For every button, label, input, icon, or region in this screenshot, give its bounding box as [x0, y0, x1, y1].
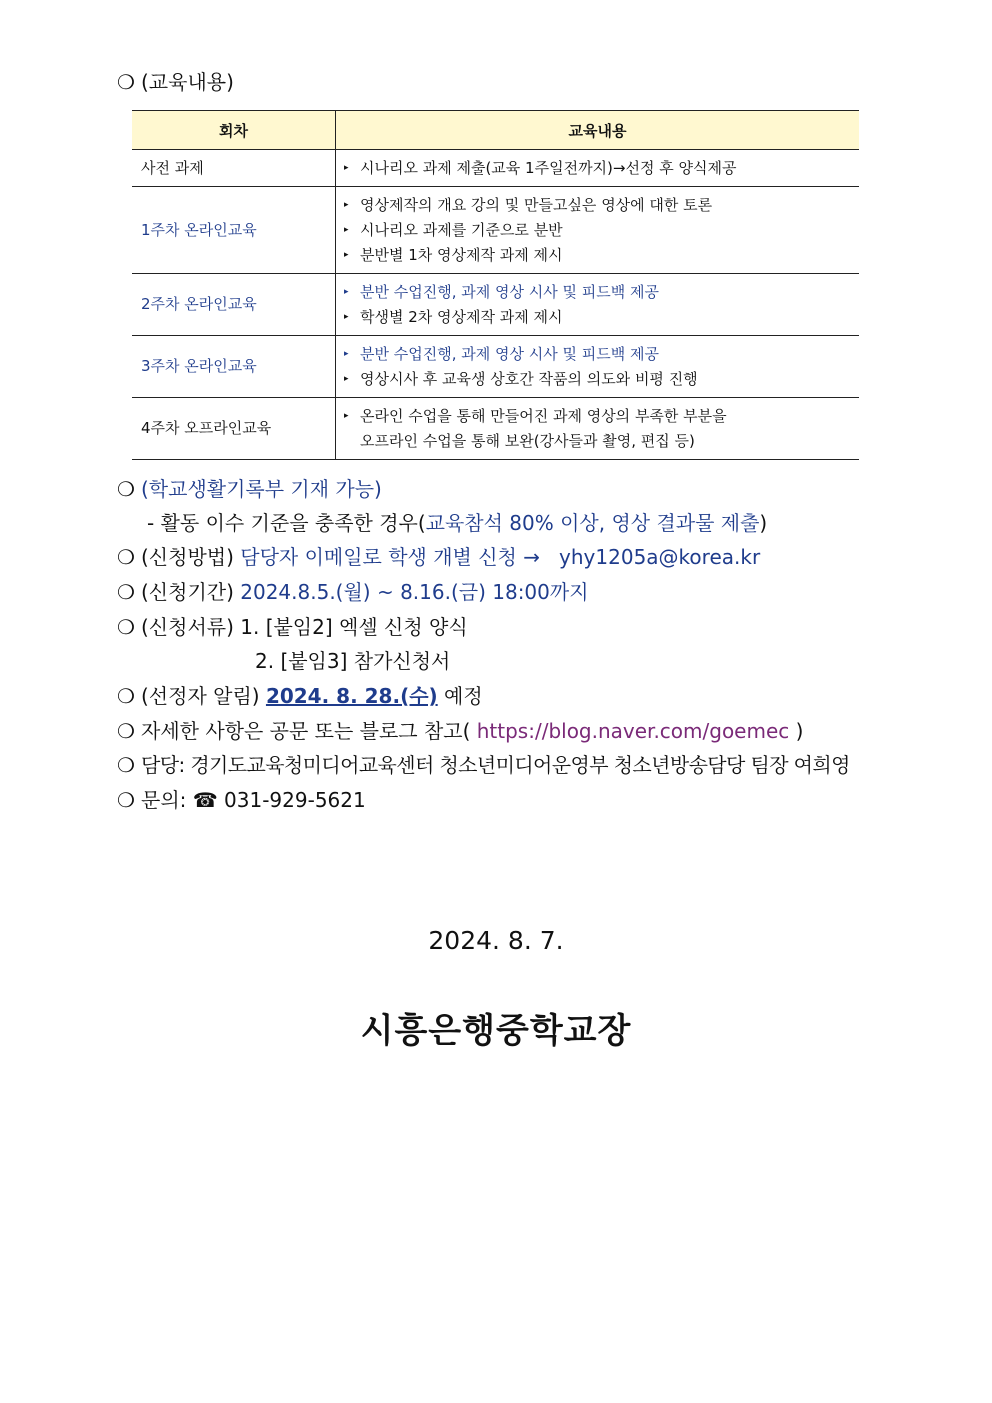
apply-period: ❍ (신청기간) 2024.8.5.(월) ~ 8.16.(금) 18:00까지	[117, 580, 589, 604]
list-item: ▸ 분반별 1차 영상제작 과제 제시	[344, 243, 851, 268]
table-row	[132, 336, 859, 398]
inquiry-line: ❍ 문의: ☎ 031-929-5621	[117, 788, 366, 812]
triangle-bullet-icon: ▸	[344, 224, 349, 235]
triangle-bullet-icon: ▸	[344, 311, 349, 322]
table-header-row	[132, 111, 859, 150]
triangle-bullet-icon: ▸	[344, 373, 349, 384]
list-item: ▸ 영상제작의 개요 강의 및 만들고싶은 영상에 대한 토론	[344, 193, 851, 218]
list-item-continuation: 오프라인 수업을 통해 보완(강사들과 촬영, 편집 등)	[360, 431, 695, 450]
circle-bullet-icon: ❍	[117, 580, 135, 604]
session-cell: 3주차 온라인교육	[132, 336, 336, 398]
list-item: ▸ 학생별 2차 영상제작 과제 제시	[344, 305, 851, 330]
document-date: 2024. 8. 7.	[428, 926, 564, 955]
education-table	[132, 110, 859, 460]
table-row	[132, 274, 859, 336]
apply-docs-item2: 2. [붙임3] 참가신청서	[255, 649, 451, 673]
list-item: ▸ 영상시사 후 교육생 상호간 작품의 의도와 비평 진행	[344, 367, 851, 392]
email-link[interactable]: yhy1205a@korea.kr	[559, 545, 761, 569]
table-row	[132, 398, 859, 460]
header-session: 회차	[132, 111, 336, 150]
apply-method: ❍ (신청방법) 담당자 이메일로 학생 개별 신청 → yhy1205a@korea.kr	[117, 545, 761, 569]
content-cell	[336, 274, 860, 336]
triangle-bullet-icon: ▸	[344, 286, 349, 297]
content-cell	[336, 336, 860, 398]
signature: 시흥은행중학교장	[360, 1011, 632, 1051]
selection-notice: ❍ (선정자 알림) 2024. 8. 28.(수) 예정	[117, 684, 483, 708]
session-cell: 4주차 오프라인교육	[132, 398, 336, 460]
blog-link[interactable]: https://blog.naver.com/goemec	[476, 719, 790, 743]
session-cell: 사전 과제	[132, 150, 336, 187]
content-cell	[336, 187, 860, 274]
circle-bullet-icon: ❍	[117, 753, 135, 777]
phone-number: 031-929-5621	[224, 788, 366, 812]
contact-line: ❍ 담당: 경기도교육청미디어교육센터 청소년미디어운영부 청소년방송담당 팀장 여희영	[117, 753, 850, 777]
triangle-bullet-icon: ▸	[344, 410, 349, 421]
circle-bullet-icon: ❍	[117, 545, 135, 569]
session-cell: 1주차 온라인교육	[132, 187, 336, 274]
record-heading: ❍ (학교생활기록부 기재 가능)	[117, 477, 382, 501]
section-edu-heading: ❍ (교육내용)	[117, 70, 234, 94]
triangle-bullet-icon: ▸	[344, 162, 349, 173]
circle-bullet-icon: ❍	[117, 70, 135, 94]
record-detail: - 활동 이수 기준을 충족한 경우(교육참석 80% 이상, 영상 결과물 제출)	[147, 511, 768, 535]
content-cell	[336, 398, 860, 460]
header-content: 교육내용	[336, 111, 860, 150]
triangle-bullet-icon: ▸	[344, 348, 349, 359]
list-item: ▸ 분반 수업진행, 과제 영상 시사 및 피드백 제공	[344, 342, 851, 367]
list-item: ▸ 시나리오 과제 제출(교육 1주일전까지)→선정 후 양식제공	[344, 156, 851, 181]
list-item: ▸ 온라인 수업을 통해 만들어진 과제 영상의 부족한 부분을	[344, 404, 851, 429]
triangle-bullet-icon: ▸	[344, 199, 349, 210]
session-cell: 2주차 온라인교육	[132, 274, 336, 336]
triangle-bullet-icon: ▸	[344, 249, 349, 260]
circle-bullet-icon: ❍	[117, 615, 135, 639]
circle-bullet-icon: ❍	[117, 719, 135, 743]
table-row	[132, 187, 859, 274]
circle-bullet-icon: ❍	[117, 788, 135, 812]
phone-icon: ☎	[192, 788, 218, 812]
circle-bullet-icon: ❍	[117, 684, 135, 708]
list-item: ▸ 분반 수업진행, 과제 영상 시사 및 피드백 제공	[344, 280, 851, 305]
table-row	[132, 150, 859, 187]
list-item: ▸ 시나리오 과제를 기준으로 분반	[344, 218, 851, 243]
details-notice: ❍ 자세한 사항은 공문 또는 블로그 참고( https://blog.naver.com/goemec )	[117, 719, 804, 743]
content-cell	[336, 150, 860, 187]
circle-bullet-icon: ❍	[117, 477, 135, 501]
apply-docs: ❍ (신청서류) 1. [붙임2] 엑셀 신청 양식	[117, 615, 468, 639]
